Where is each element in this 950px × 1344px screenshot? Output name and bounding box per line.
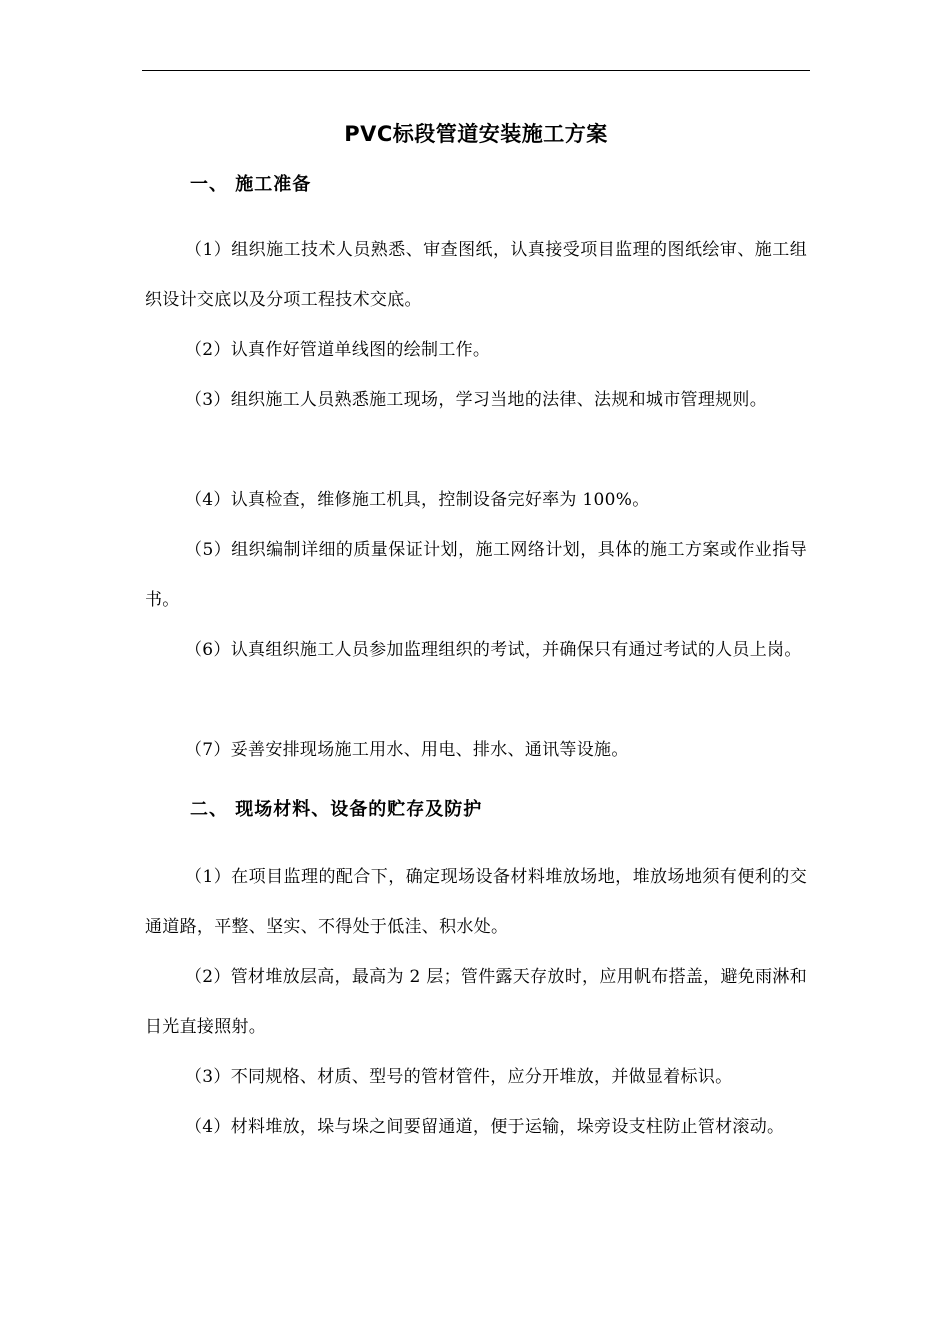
document-title: PVC标段管道安装施工方案	[344, 122, 608, 146]
paragraph-prep-4: （4）认真检查，维修施工机具，控制设备完好率为 100%。	[185, 490, 650, 510]
paragraph-prep-6: （6）认真组织施工人员参加监理组织的考试，并确保只有通过考试的人员上岗。	[185, 640, 802, 660]
section-heading-preparation: 一、 施工准备	[190, 174, 312, 195]
section-heading-storage: 二、 现场材料、设备的贮存及防护	[190, 799, 483, 820]
paragraph-storage-4: （4）材料堆放，垛与垛之间要留通道，便于运输，垛旁设支柱防止管材滚动。	[185, 1117, 785, 1137]
paragraph-prep-3: （3）组织施工人员熟悉施工现场，学习当地的法律、法规和城市管理规则。	[185, 390, 768, 410]
paragraph-prep-2: （2）认真作好管道单线图的绘制工作。	[185, 340, 491, 360]
paragraph-prep-7: （7）妥善安排现场施工用水、用电、排水、通讯等设施。	[185, 740, 629, 760]
paragraph-storage-1: （1）在项目监理的配合下，确定现场设备材料堆放场地，堆放场地须有便利的交通道路，平整、坚实、不得处于低洼、积水处。	[145, 867, 807, 937]
paragraph-storage-2: （2）管材堆放层高，最高为 2 层；管件露天存放时，应用帆布搭盖，避免雨淋和日光直接照射。	[145, 967, 807, 1037]
header-rule	[142, 70, 810, 71]
paragraph-storage-3: （3）不同规格、材质、型号的管材管件，应分开堆放，并做显着标识。	[185, 1067, 733, 1087]
paragraph-prep-5: （5）组织编制详细的质量保证计划，施工网络计划，具体的施工方案或作业指导书。	[145, 540, 807, 610]
paragraph-prep-1: （1）组织施工技术人员熟悉、审查图纸，认真接受项目监理的图纸绘审、施工组织设计交底以及分项工程技术交底。	[145, 240, 807, 310]
